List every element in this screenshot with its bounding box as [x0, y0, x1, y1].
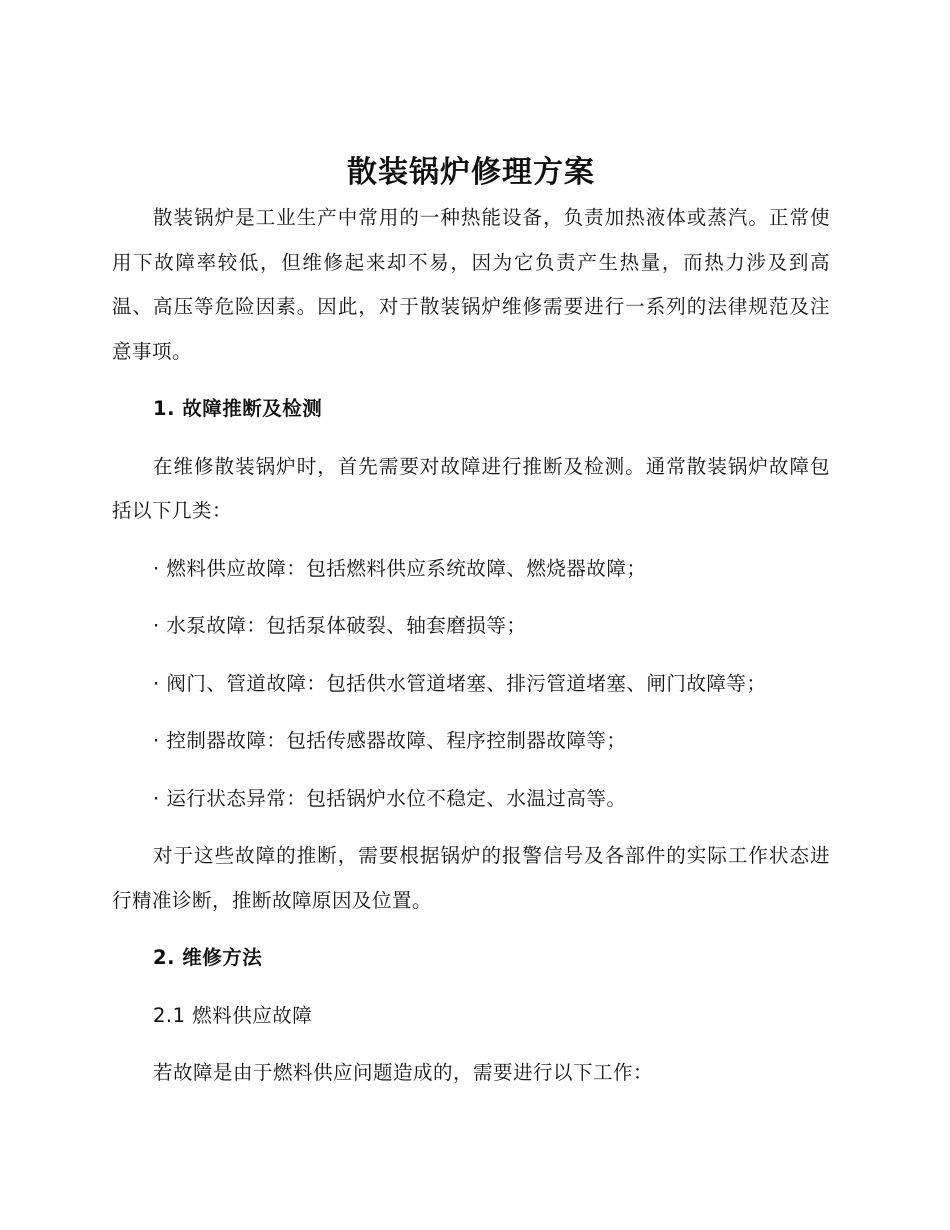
- bullet-item-operation-abnormal: · 运行状态异常：包括锅炉水位不稳定、水温过高等。: [153, 786, 627, 810]
- bullet-item-fuel-supply: · 燃料供应故障：包括燃料供应系统故障、燃烧器故障；: [153, 556, 647, 580]
- section1-closing-paragraph: 对于这些故障的推断，需要根据锅炉的报警信号及各部件的实际工作状态进行精准诊断，推断故障原因及位置。: [112, 844, 830, 912]
- document-page: [112, 150, 830, 1096]
- section1-paragraph: 在维修散装锅炉时，首先需要对故障进行推断及检测。通常散装锅炉故障包括以下几类：: [112, 454, 830, 522]
- subsection-heading-fuel-supply: 2.1 燃料供应故障: [153, 1003, 313, 1027]
- subsection-paragraph: 若故障是由于燃料供应问题造成的，需要进行以下工作：: [153, 1061, 654, 1084]
- section-heading-fault-diagnosis: 1. 故障推断及检测: [153, 397, 323, 420]
- section-heading-repair-methods: 2. 维修方法: [153, 946, 263, 969]
- document-title: 散装锅炉修理方案: [347, 155, 595, 190]
- bullet-item-water-pump: · 水泵故障：包括泵体破裂、轴套磨损等；: [153, 614, 527, 637]
- bullet-item-valve-pipe: · 阀门、管道故障：包括供水管道堵塞、排污管道堵塞、闸门故障等；: [153, 671, 767, 695]
- intro-paragraph: 散装锅炉是工业生产中常用的一种热能设备，负责加热液体或蒸汽。正常使用下故障率较低，但维修起来却不易，因为它负责产生热量，而热力涉及到高温、高压等危险因素。因此，对于散装锅炉维修需要进行一系列的法律规范及注意事项。: [112, 206, 830, 363]
- bullet-item-controller: · 控制器故障：包括传感器故障、程序控制器故障等；: [153, 729, 627, 752]
